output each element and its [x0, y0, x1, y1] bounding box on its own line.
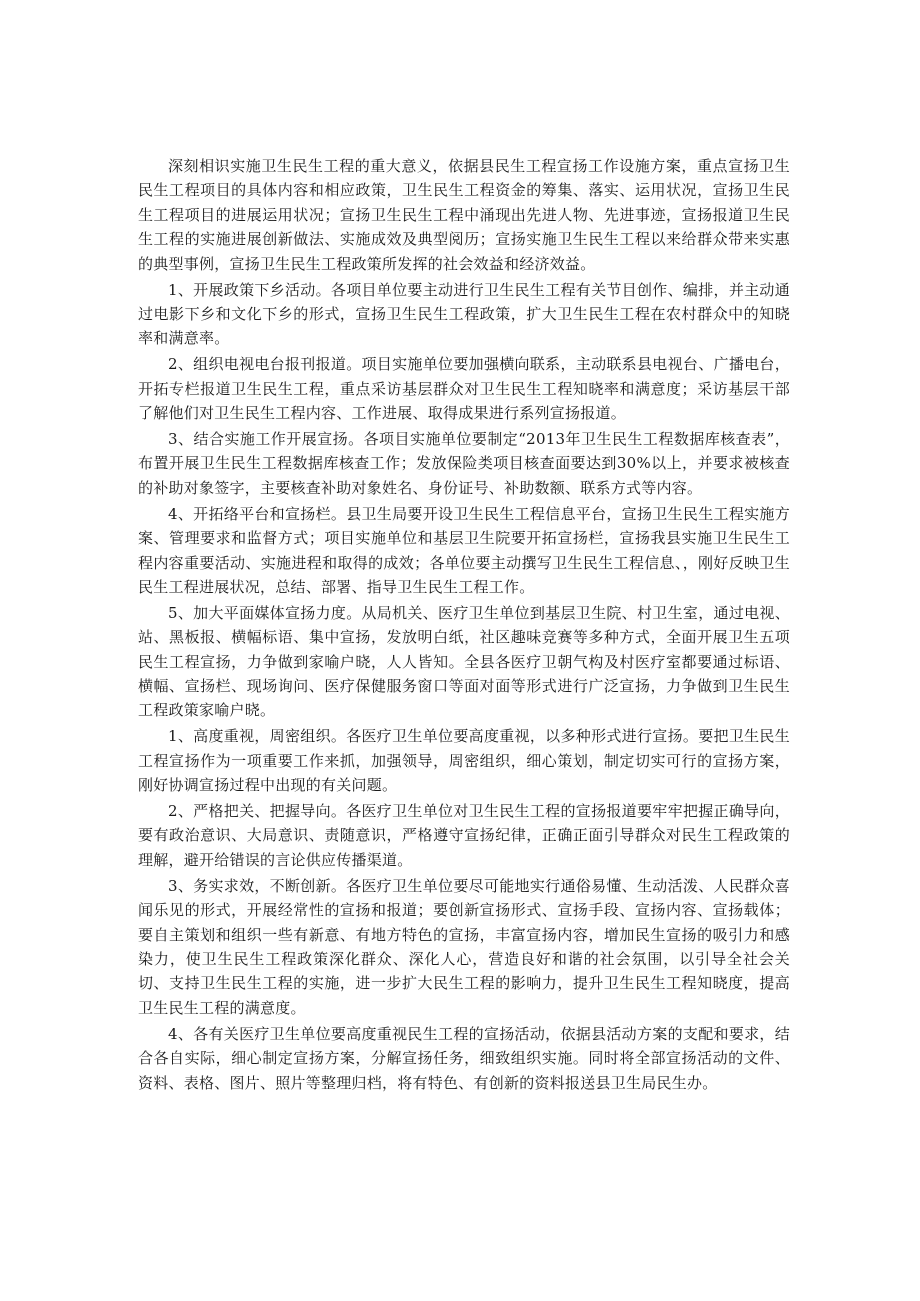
paragraph-item-5: 5、加大平面媒体宣扬力度。从局机关、医疗卫生单位到基层卫生院、村卫生室，通过电视、站、黑板报、横幅标语、集中宣扬，发放明白纸，社区趣味竞赛等多种方式，全面开展卫生五项民生工程宣扬，力争做到家喻户晓，人人皆知。全县各医疗卫朝气构及村医疗室都要通过标语、横幅、宣扬栏、现场询问、医疗保健服务窗口等面对面等形式进行广泛宣扬，力争做到卫生民生工程政策家喻户晓。 — [138, 603, 790, 720]
paragraph-requirement-3: 3、务实求效，不断创新。各医疗卫生单位要尽可能地实行通俗易懂、生动活泼、人民群众喜闻乐见的形式，开展经常性的宣扬和报道；要创新宣扬形式、宣扬手段、宣扬内容、宣扬载体；要自主策划和组织一些有新意、有地方特色的宣扬，丰富宣扬内容，增加民生宣扬的吸引力和感染力，使卫生民生工程政策深化群众、深化人心，营造良好和谐的社会氛围，以引导全社会关切、支持卫生民生工程的实施，进一步扩大民生工程的影响力，提升卫生民生工程知晓度，提高卫生民生工程的满意度。 — [138, 876, 790, 1017]
paragraph-item-2: 2、组织电视电台报刊报道。项目实施单位要加强横向联系，主动联系县电视台、广播电台，开拓专栏报道卫生民生工程，重点采访基层群众对卫生民生工程知晓率和满意度；采访基层干部了解他们对卫生民生工程内容、工作进展、取得成果进行系列宣扬报道。 — [138, 355, 790, 423]
paragraph-item-1: 1、开展政策下乡活动。各项目单位要主动进行卫生民生工程有关节目创作、编排，并主动通过电影下乡和文化下乡的形式，宣扬卫生民生工程政策，扩大卫生民生工程在农村群众中的知晓率和满意率。 — [138, 280, 790, 348]
paragraph-item-4: 4、开拓络平台和宣扬栏。县卫生局要开设卫生民生工程信息平台，宣扬卫生民生工程实施方案、管理要求和监督方式；项目实施单位和基层卫生院要开拓宣扬栏，宣扬我县实施卫生民生工程内容重要活动、实施进程和取得的成效；各单位要主动撰写卫生民生工程信息、，刚好反映卫生民生工程进展状况，总结、部署、指导卫生民生工程工作。 — [138, 504, 790, 596]
paragraph-intro: 深刻相识实施卫生民生工程的重大意义，依据县民生工程宣扬工作设施方案，重点宣扬卫生民生工程项目的具体内容和相应政策，卫生民生工程资金的筹集、落实、运用状况，宣扬卫生民生工程项目的进展运用状况；宣扬卫生民生工程中涌现出先进人物、先进事迹，宣扬报道卫生民生工程的实施进展创新做法、实施成效及典型阅历；宣扬实施卫生民生工程以来给群众带来实惠的典型事例，宣扬卫生民生工程政策所发挥的社会效益和经济效益。 — [138, 157, 790, 273]
paragraph-item-3: 3、结合实施工作开展宣扬。各项目实施单位要制定“2013年卫生民生工程数据库核查表”，布置开展卫生民生工程数据库核查工作；发放保险类项目核查面要达到30%以上，并要求被核查的补助对象签字，主要核查补助对象姓名、身份证号、补助数额、联系方式等内容。 — [138, 429, 790, 497]
document-body — [138, 154, 790, 1096]
paragraph-requirement-4: 4、各有关医疗卫生单位要高度重视民生工程的宣扬活动，依据县活动方案的支配和要求，结合各自实际，细心制定宣扬方案，分解宣扬任务，细致组织实施。同时将全部宣扬活动的文件、资料、表格、图片、照片等整理归档，将有特色、有创新的资料报送县卫生局民生办。 — [138, 1024, 790, 1092]
paragraph-requirement-1: 1、高度重视，周密组织。各医疗卫生单位要高度重视，以多种形式进行宣扬。要把卫生民生工程宣扬作为一项重要工作来抓，加强领导，周密组织，细心策划，制定切实可行的宣扬方案，刚好协调宣扬过程中出现的有关问题。 — [138, 727, 790, 795]
paragraph-requirement-2: 2、严格把关、把握导向。各医疗卫生单位对卫生民生工程的宣扬报道要牢牢把握正确导向，要有政治意识、大局意识、责随意识，严格遵守宣扬纪律，正确正面引导群众对民生工程政策的理解，避开给错误的言论供应传播渠道。 — [138, 802, 790, 869]
